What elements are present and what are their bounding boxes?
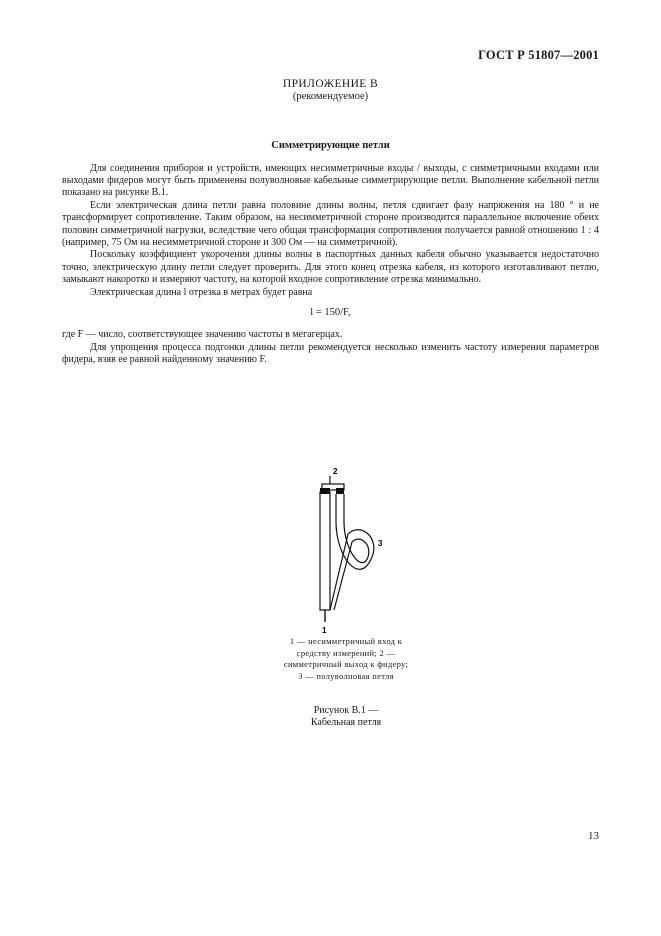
document-standard-number: ГОСТ Р 51807—2001 bbox=[478, 48, 599, 62]
label-1: 1 bbox=[322, 626, 327, 635]
paragraph: Поскольку коэффициент укорочения длины волны в паспортных данных кабеля обычно указывается недостаточно точно, электрическую длину петли следует проверить. Для этого конец отрезка кабеля, из которого изготавливают петлю, замыкают накоротко и измеряют частоту, на которой входное сопротивление отрезка минимально. bbox=[62, 249, 599, 285]
body-text bbox=[62, 163, 599, 367]
label-3: 3 bbox=[378, 539, 383, 548]
cable-loop-drawing bbox=[300, 462, 390, 642]
appendix-title: ПРИЛОЖЕНИЕ В bbox=[282, 78, 379, 90]
cable-loop-figure bbox=[300, 462, 390, 642]
appendix-subtitle: (рекомендуемое) bbox=[292, 91, 369, 102]
label-2: 2 bbox=[333, 467, 338, 476]
cable-body bbox=[320, 492, 330, 610]
figure-caption-line2: Кабельная петля bbox=[310, 717, 382, 728]
paragraph: Для соединения приборов и устройств, имеющих несимметричные входы / выходы, с симметричными входами или выходами фидеров могут быть применены полуволновые кабельные симметрирующие петли. Выполнение кабельной петли показано на рисунке В.1. bbox=[62, 163, 599, 199]
formula: l = 150/F, bbox=[310, 306, 351, 318]
paragraph: Если электрическая длина петли равна половине длины волны, петля сдвигает фазу напряжения на 180 ° и не трансформирует сопротивление. Таким образом, на несимметричной стороне производится параллельное включение обеих половин симметричной нагрузки, вследствие чего общая трансформация сопротивления получается равной отношению 1 : 4 (например, 75 Ом на несимметричной стороне и 300 Ом — на симметричной). bbox=[62, 200, 599, 248]
figure-legend: 1 — несимметричный вход к средству измерений; 2 — симметричный выход к фидеру; 3 — полуволновая петля bbox=[283, 636, 409, 681]
figure-caption-line1: Рисунок В.1 — bbox=[313, 705, 379, 716]
paragraph: Электрическая длина l отрезка в метрах будет равна bbox=[90, 286, 313, 298]
loop-outer bbox=[330, 494, 374, 610]
figure-caption bbox=[281, 705, 411, 729]
page-number: 13 bbox=[588, 830, 599, 842]
section-heading: Симметрирующие петли bbox=[271, 140, 390, 151]
loop-inner bbox=[334, 494, 369, 610]
loop-top-cap bbox=[336, 488, 344, 494]
formula-explanation: где F — число, соответствующее значению частоты в мегагерцах. bbox=[62, 328, 343, 340]
paragraph: Для упрощения процесса подгонки длины петли рекомендуется несколько изменить частоту измерения параметров фидера, взяв ее равной найденному значению F. bbox=[62, 341, 599, 365]
